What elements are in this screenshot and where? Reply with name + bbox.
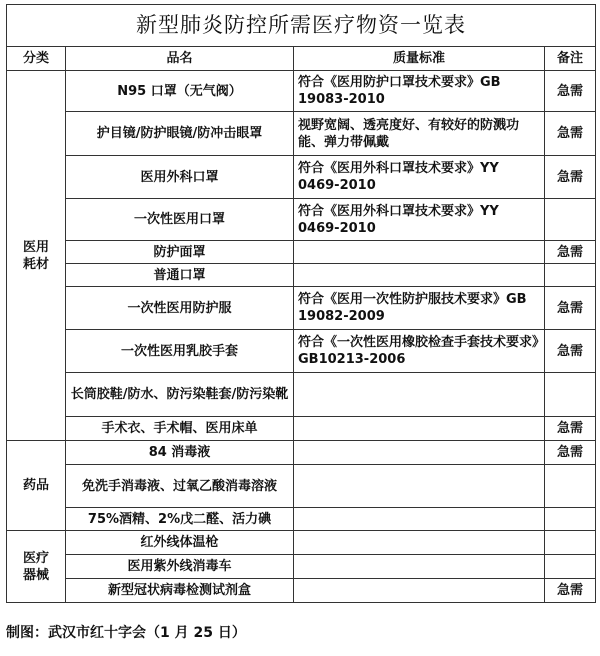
note-cell: 急需 — [545, 441, 596, 465]
supplies-table — [6, 4, 596, 603]
note-cell — [545, 199, 596, 241]
name-cell: 新型冠状病毒检测试剂盒 — [66, 579, 294, 603]
name-cell: 一次性医用乳胶手套 — [66, 330, 294, 373]
name-cell: 长筒胶鞋/防水、防污染鞋套/防污染靴 — [66, 373, 294, 417]
table-row — [7, 156, 596, 199]
standard-cell: 视野宽阔、透亮度好、有较好的防溅功能、弹力带佩戴 — [294, 112, 545, 156]
table-row — [7, 264, 596, 287]
name-cell: 红外线体温枪 — [66, 531, 294, 555]
note-cell — [545, 465, 596, 508]
name-cell: 防护面罩 — [66, 241, 294, 264]
standard-cell — [294, 241, 545, 264]
standard-cell: 符合《医用一次性防护服技术要求》GB 19082-2009 — [294, 287, 545, 330]
table-row — [7, 287, 596, 330]
name-cell: 一次性医用防护服 — [66, 287, 294, 330]
table-row — [7, 531, 596, 555]
name-cell: 75%酒精、2%戊二醛、活力碘 — [66, 508, 294, 531]
category-cell: 医疗 器械 — [7, 531, 66, 603]
header-category: 分类 — [7, 47, 66, 71]
standard-cell — [294, 373, 545, 417]
standard-cell: 符合《医用外科口罩技术要求》YY 0469-2010 — [294, 156, 545, 199]
table-row — [7, 241, 596, 264]
note-cell: 急需 — [545, 156, 596, 199]
name-cell: 手术衣、手术帽、医用床单 — [66, 417, 294, 441]
header-note: 备注 — [545, 47, 596, 71]
name-cell: 免洗手消毒液、过氧乙酸消毒溶液 — [66, 465, 294, 508]
note-cell: 急需 — [545, 330, 596, 373]
header-name: 品名 — [66, 47, 294, 71]
category-cell: 药品 — [7, 441, 66, 531]
standard-cell — [294, 441, 545, 465]
table-row — [7, 330, 596, 373]
note-cell — [545, 508, 596, 531]
table-row — [7, 441, 596, 465]
name-cell: 医用紫外线消毒车 — [66, 555, 294, 579]
category-cell: 医用 耗材 — [7, 71, 66, 441]
standard-cell — [294, 555, 545, 579]
note-cell: 急需 — [545, 112, 596, 156]
note-cell: 急需 — [545, 287, 596, 330]
table-row — [7, 199, 596, 241]
name-cell: 医用外科口罩 — [66, 156, 294, 199]
note-cell — [545, 373, 596, 417]
standard-cell: 符合《医用外科口罩技术要求》YY 0469-2010 — [294, 199, 545, 241]
footer-credit: 制图：武汉市红十字会（1 月 25 日） — [6, 625, 246, 641]
standard-cell — [294, 264, 545, 287]
table-row — [7, 579, 596, 603]
standard-cell: 符合《医用防护口罩技术要求》GB 19083-2010 — [294, 71, 545, 112]
table-row — [7, 373, 596, 417]
standard-cell: 符合《一次性医用橡胶检查手套技术要求》GB10213-2006 — [294, 330, 545, 373]
note-cell: 急需 — [545, 579, 596, 603]
name-cell: 普通口罩 — [66, 264, 294, 287]
table-row — [7, 465, 596, 508]
name-cell: 护目镜/防护眼镜/防冲击眼罩 — [66, 112, 294, 156]
standard-cell — [294, 579, 545, 603]
table-row — [7, 508, 596, 531]
standard-cell — [294, 465, 545, 508]
standard-cell — [294, 417, 545, 441]
note-cell — [545, 264, 596, 287]
note-cell: 急需 — [545, 71, 596, 112]
table-title: 新型肺炎防控所需医疗物资一览表 — [7, 5, 596, 47]
standard-cell — [294, 508, 545, 531]
name-cell: 一次性医用口罩 — [66, 199, 294, 241]
name-cell: N95 口罩（无气阀） — [66, 71, 294, 112]
note-cell — [545, 531, 596, 555]
note-cell: 急需 — [545, 241, 596, 264]
note-cell: 急需 — [545, 417, 596, 441]
table-row — [7, 555, 596, 579]
table-row — [7, 112, 596, 156]
table-row — [7, 417, 596, 441]
table-row — [7, 71, 596, 112]
standard-cell — [294, 531, 545, 555]
header-row — [7, 47, 596, 71]
note-cell — [545, 555, 596, 579]
name-cell: 84 消毒液 — [66, 441, 294, 465]
header-standard: 质量标准 — [294, 47, 545, 71]
